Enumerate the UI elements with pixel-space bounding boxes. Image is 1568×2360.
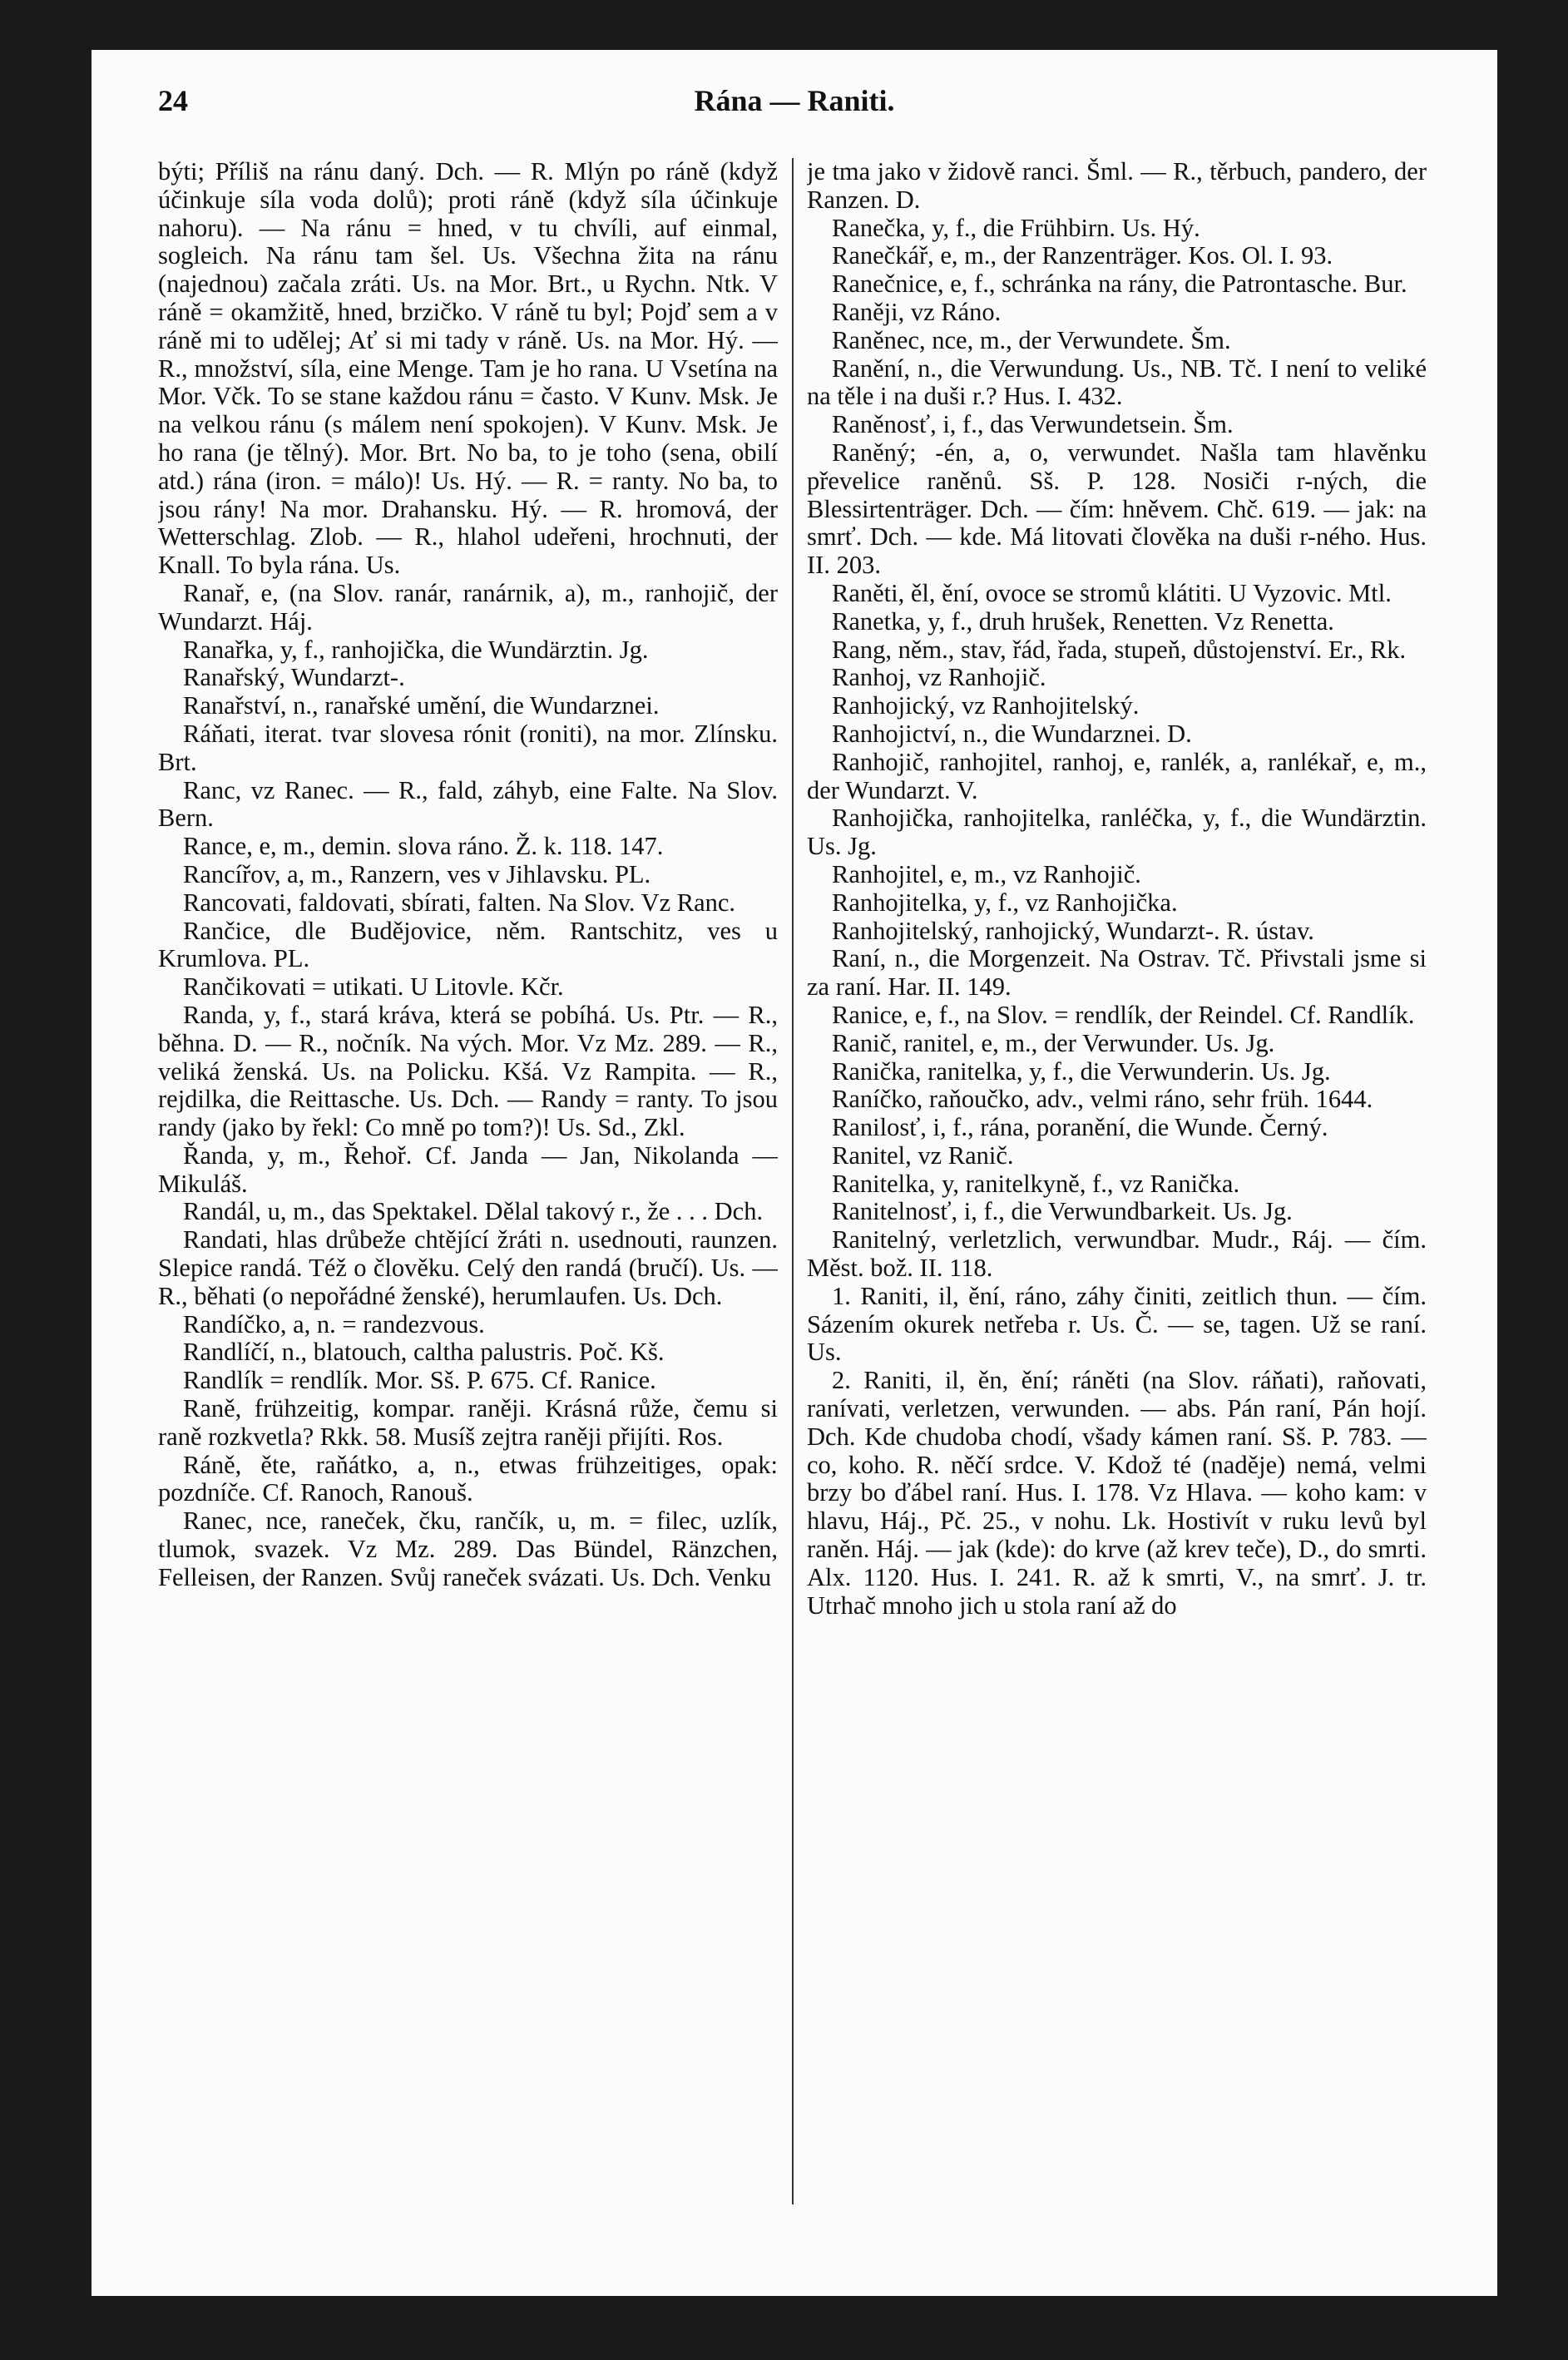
- entry: Ranařský, Wundarzt-.: [183, 663, 405, 692]
- entry: Rančikovati = utikati. U Litovle. Kčr.: [183, 972, 564, 1002]
- entry: Raněti, ěl, ění, ovoce se stromů klátiti. U Vyzovic. Mtl.: [832, 578, 1392, 607]
- entry: 2. Raniti, il, ěn, ění; ráněti (na Slov. ráňati), raňovati, ranívati, verletzen, verwunden. — abs. Pán raní, Pán hojí. Dch. Kde chudoba chodí, všady kámen raní. Sš. P. 783. — co, koho. R. něčí srdce. V. Kdož té (naděje) nemá, velmi brzy bo ďábel raní. Hus. I. 178. Vz Hlava. — koho kam: v hlavu, Háj., Pč. 25., v nohu. Lk. Hostivít v ruku levů byl raněn. Háj. — jak (kde): do krve (až krev teče), D., do smrti. Alx. 1120. Hus. I. 241. R. až k smrti, V., na smrť. J. tr. Utrhač mnoho jich u stola raní až do: [807, 1366, 1427, 1620]
- entry: býti; Příliš na ránu daný. Dch. — R. Mlýn po ráně (když účinkuje síla voda dolů); proti ráně (když síla účinkuje nahoru). — Na ránu = hned, v tu chvíli, auf einmal, sogleich. Na ránu tam šel. Us. Všechna žita na ránu (najednou) začala zráti. Us. na Mor. Brt., u Rychn. Ntk. V ráně = okamžitě, hned, brzičko. V ráně tu byl; Pojď sem a v ráně mi to udělej; Ať si mi tady v ráně. Us. na Mor. Hý. — R., množství, síla, eine Menge. Tam je ho rana. U Vsetína na Mor. Včk. To se stane každou ránu = často. V Kunv. Msk. Je na velkou ránu (s málem není spokojen). V Kunv. Msk. Je ho rana (je tělný). Mor. Brt. No ba, to je toho (sena, obilí atd.) rána (iron. = málo)! Us. Hý. — R. = ranty. No ba, to jsou rány! Na mor. Drahansku. Hý. — R. hromová, der Wetterschlag. Zlob. — R., hlahol udeřeni, hrochnuti, der Knall. To byla rána. Us.: [158, 158, 778, 580]
- entry: Raněnec, nce, m., der Verwundete. Šm.: [832, 325, 1231, 354]
- entry: Ranhojič, ranhojitel, ranhoj, e, ranlék, a, ranlékař, e, m., der Wundarzt. V.: [807, 747, 1427, 804]
- entry: Ranhojictví, n., die Wundarznei. D.: [832, 719, 1192, 748]
- entry: Ranice, e, f., na Slov. = rendlík, der Reindel. Cf. Randlík.: [832, 1000, 1415, 1029]
- entry: Rančice, dle Budějovice, něm. Rantschitz, ves u Krumlova. PL.: [158, 916, 778, 973]
- entry: Ranhojitelka, y, f., vz Ranhojička.: [832, 888, 1178, 917]
- right-column: [807, 158, 1427, 2204]
- entry: Rance, e, m., demin. slova ráno. Ž. k. 118. 147.: [183, 832, 664, 861]
- entry: Randati, hlas drůbeže chtějící žráti n. usednouti, raunzen. Slepice randá. Též o člověku. Celý den randá (bručí). Us. — R., běhati (o nepořádné ženské), herumlaufen. Us. Dch.: [158, 1225, 778, 1310]
- entry: Ranečnice, e, f., schránka na rány, die Patrontasche. Bur.: [832, 270, 1407, 299]
- entry: Ranění, n., die Verwundung. Us., NB. Tč. I není to veliké na těle i na duši r.? Hus. I. 432.: [807, 354, 1427, 411]
- entry: Randa, y, f., stará kráva, která se pobíhá. Us. Ptr. — R., běhna. D. — R., nočník. Na vých. Mor. Vz Mz. 289. — R., veliká ženská. Us. na Policku. Kšá. Vz Rampita. — R., rejdilka, die Reittasche. Us. Dch. — Randy = ranty. To jsou randy (jako by řekl: Co mně po tom?)! Us. Sd., Zkl.: [158, 1000, 778, 1142]
- entry: Randál, u, m., das Spektakel. Dělal takový r., že . . . Dch.: [183, 1197, 764, 1226]
- entry: Ranič, ranitel, e, m., der Verwunder. Us. Jg.: [832, 1028, 1275, 1057]
- entry: Ranhojický, vz Ranhojitelský.: [832, 691, 1140, 720]
- entry: Ranitelnosť, i, f., die Verwundbarkeit. Us. Jg.: [832, 1197, 1293, 1226]
- entry: je tma jako v židově ranci. Šml. — R., těrbuch, pandero, der Ranzen. D.: [807, 158, 1427, 214]
- entry: Ranilosť, i, f., rána, poranění, die Wunde. Černý.: [832, 1113, 1328, 1142]
- entry: Ranhojička, ranhojitelka, ranléčka, y, f., die Wundärztin. Us. Jg.: [807, 804, 1427, 861]
- entry: Ráňati, iterat. tvar slovesa rónit (roniti), na mor. Zlínsku. Brt.: [158, 719, 778, 776]
- entry: Řanda, y, m., Řehoř. Cf. Janda — Jan, Nikolanda — Mikuláš.: [158, 1140, 778, 1198]
- entry: Raněný; -én, a, o, verwundet. Našla tam hlavěnku převelice raněnů. Sš. P. 128. Nosiči r-ných, die Blessirtenträger. Dch. — čím: hněvem. Chč. 619. — jak: na smrť. Dch. — kde. Má litovati člověka na duši r-ného. Hus. II. 203.: [807, 438, 1427, 580]
- page-number: 24: [158, 84, 188, 117]
- entry: Ranařka, y, f., ranhojička, die Wundärztin. Jg.: [183, 635, 649, 664]
- running-title: Rána — Raniti.: [694, 84, 895, 117]
- entry: Raní, n., die Morgenzeit. Na Ostrav. Tč. Přivstali jsme si za raní. Har. II. 149.: [807, 944, 1427, 1002]
- entry: Randíčko, a, n. = randezvous.: [183, 1309, 485, 1338]
- entry: Raněji, vz Ráno.: [832, 297, 1002, 326]
- column-divider: [792, 158, 794, 2204]
- entry: Randlíčí, n., blatouch, caltha palustris. Poč. Kš.: [183, 1338, 665, 1367]
- entry: Ranitelka, y, ranitelkyně, f., vz Ranička.: [832, 1169, 1240, 1198]
- dictionary-page: [92, 50, 1497, 2296]
- entry: Ranečkář, e, m., der Ranzenträger. Kos. Ol. I. 93.: [832, 241, 1333, 270]
- entry: Ranhoj, vz Ranhojič.: [832, 663, 1046, 692]
- entry: Ranečka, y, f., die Frühbirn. Us. Hý.: [832, 213, 1200, 242]
- entry: Raně, frühzeitig, kompar. raněji. Krásná růže, čemu si raně rozkvetla? Rkk. 58. Musíš zejtra raněji přijíti. Ros.: [158, 1394, 778, 1451]
- entry: Rang, něm., stav, řád, řada, stupeň, důstojenství. Er., Rk.: [832, 635, 1407, 664]
- entry: Randlík = rendlík. Mor. Sš. P. 675. Cf. Ranice.: [183, 1366, 656, 1395]
- entry: Ranhojitelský, ranhojický, Wundarzt-. R. ústav.: [832, 916, 1314, 945]
- entry: Ranec, nce, raneček, čku, rančík, u, m. = filec, uzlík, tlumok, svazek. Vz Mz. 289. Das Bündel, Ränzchen, Felleisen, der Ranzen. Svůj raneček svázati. Us. Dch. Venku: [158, 1507, 778, 1591]
- entry: Ranitel, vz Ranič.: [832, 1140, 1014, 1170]
- entry: Ranař, e, (na Slov. ranár, ranárnik, a), m., ranhojič, der Wundarzt. Háj.: [158, 578, 778, 636]
- left-column: [158, 158, 778, 2204]
- entry: Ranička, ranitelka, y, f., die Verwunderin. Us. Jg.: [832, 1056, 1331, 1086]
- entry: Ranetka, y, f., druh hrušek, Renetten. Vz Renetta.: [832, 606, 1334, 636]
- entry: Ráně, ěte, raňátko, a, n., etwas frühzeitiges, opak: pozdníče. Cf. Ranoch, Ranouš.: [158, 1450, 778, 1507]
- entry: Rancovati, faldovati, sbírati, falten. Na Slov. Vz Ranc.: [183, 888, 736, 917]
- entry: Raníčko, raňoučko, adv., velmi ráno, sehr früh. 1644.: [832, 1085, 1373, 1114]
- page-header: [158, 83, 1431, 133]
- entry: Raněnosť, i, f., das Verwundetsein. Šm.: [832, 410, 1234, 439]
- entry: Ranc, vz Ranec. — R., fald, záhyb, eine Falte. Na Slov. Bern.: [158, 775, 778, 833]
- entry: Ranitelný, verletzlich, verwundbar. Mudr., Ráj. — čím. Měst. bož. II. 118.: [807, 1225, 1427, 1283]
- entry: Ranařství, n., ranařské umění, die Wundarznei.: [183, 691, 660, 720]
- entry: Ranhojitel, e, m., vz Ranhojič.: [832, 859, 1141, 888]
- entry: 1. Raniti, il, ění, ráno, záhy činiti, zeitlich thun. — čím. Sázením okurek netřeba r. Us. Č. — se, tagen. Už se raní. Us.: [807, 1281, 1427, 1367]
- entry: Rancířov, a, m., Ranzern, ves v Jihlavsku. PL.: [183, 859, 651, 888]
